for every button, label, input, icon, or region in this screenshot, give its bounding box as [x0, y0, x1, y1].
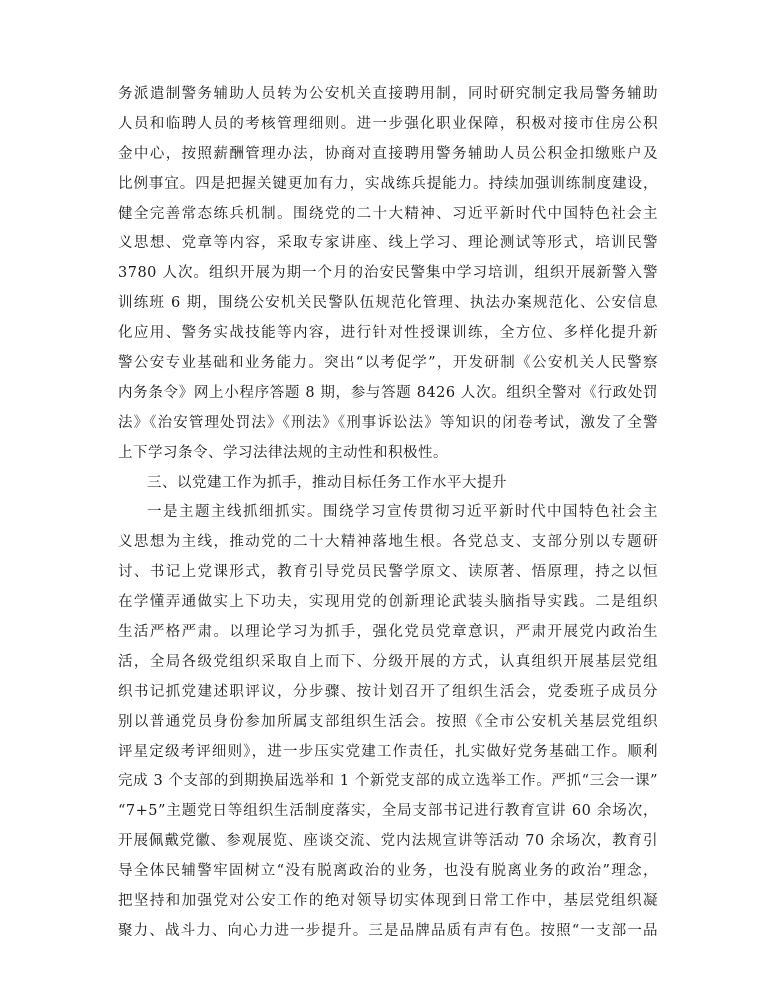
text-line: 化应用、警务实战技能等内容，进行针对性授课训练，全方位、多样化提升新 — [118, 325, 658, 342]
text-line: 义思想为主线，推动党的二十大精神落地生根。各党总支、支部分别以专题研 — [118, 534, 658, 551]
text-line: 导全体民辅警牢固树立“没有脱离政治的业务，也没有脱离业务的政治”理念， — [118, 863, 658, 880]
text-line: 织书记抓党建述职评议，分步骤、按计划召开了组织生活会，党委班子成员分 — [118, 683, 658, 700]
text-line: 义思想、党章等内容，采取专家讲座、线上学习、理论测试等形式，培训民警 — [118, 235, 658, 252]
text-line: 健全完善常态练兵机制。围绕党的二十大精神、习近平新时代中国特色社会主 — [118, 205, 658, 222]
text-line: 一是主题主线抓细抓实。围绕学习宣传贯彻习近平新时代中国特色社会主 — [147, 504, 658, 521]
text-line: 警公安专业基础和业务能力。突出“以考促学”，开发研制《公安机关人民警察 — [118, 355, 658, 372]
text-line: 人员和临聘人员的考核管理细则。进一步强化职业保障，积极对接市住房公积 — [118, 115, 658, 132]
document-body — [118, 80, 658, 947]
text-line: 讨、书记上党课形式，教育引导党员民警学原文、读原著、悟原理，持之以恒 — [118, 564, 658, 581]
text-line: 内务条令》网上小程序答题 8 期，参与答题 8426 人次。组织全警对《行政处罚 — [118, 384, 658, 401]
text-line: 法》《治安管理处罚法》《刑法》《刑事诉讼法》等知识的闭卷考试，激发了全警 — [118, 414, 658, 431]
text-line: 3780 人次。组织开展为期一个月的治安民警集中学习培训，组织开展新警入警 — [118, 265, 658, 282]
text-line: 比例事宜。四是把握关键更加有力，实战练兵提能力。持续加强训练制度建设， — [118, 175, 658, 192]
text-line: 评星定级考评细则》，进一步压实党建工作责任，扎实做好党务基础工作。顺利 — [118, 743, 658, 760]
text-line: 务派遣制警务辅助人员转为公安机关直接聘用制，同时研究制定我局警务辅助 — [118, 86, 658, 102]
text-line: 完成 3 个支部的到期换届选举和 1 个新党支部的成立选举工作。严抓“三会一课” — [118, 773, 658, 790]
paragraph-2 — [118, 498, 658, 946]
paragraph-1 — [118, 80, 658, 469]
text-line: 在学懂弄通做实上下功夫，实现用党的创新理论武装头脑指导实践。二是组织 — [118, 594, 658, 611]
text-line: 训练班 6 期，围绕公安机关民警队伍规范化管理、执法办案规范化、公安信息 — [118, 295, 658, 312]
text-line: 生活严格严肃。以理论学习为抓手，强化党员党章意识，严肃开展党内政治生 — [118, 624, 658, 641]
text-line: 别以普通党员身份参加所属支部组织生活会。按照《全市公安机关基层党组织 — [118, 713, 658, 730]
text-line: 活，全局各级党组织采取自上而下、分级开展的方式，认真组织开展基层党组 — [118, 653, 658, 670]
text-line: 上下学习条令、学习法律法规的主动性和积极性。 — [118, 444, 448, 461]
text-line: 把坚持和加强党对公安工作的绝对领导切实体现到日常工作中，基层党组织凝 — [118, 893, 658, 910]
text-line: 开展佩戴党徽、参观展览、座谈交流、党内法规宣讲等活动 70 余场次，教育引 — [118, 833, 658, 850]
section-heading: 三、以党建工作为抓手，推动目标任务工作水平大提升 — [147, 474, 507, 491]
text-line: “7+5”主题党日等组织生活制度落实，全局支部书记进行教育宣讲 60 余场次， — [118, 803, 658, 820]
text-line: 聚力、战斗力、向心力进一步提升。三是品牌品质有声有色。按照“一支部一品 — [118, 922, 658, 939]
text-line: 金中心，按照薪酬管理办法，协商对直接聘用警务辅助人员公积金扣缴账户及 — [118, 145, 658, 162]
